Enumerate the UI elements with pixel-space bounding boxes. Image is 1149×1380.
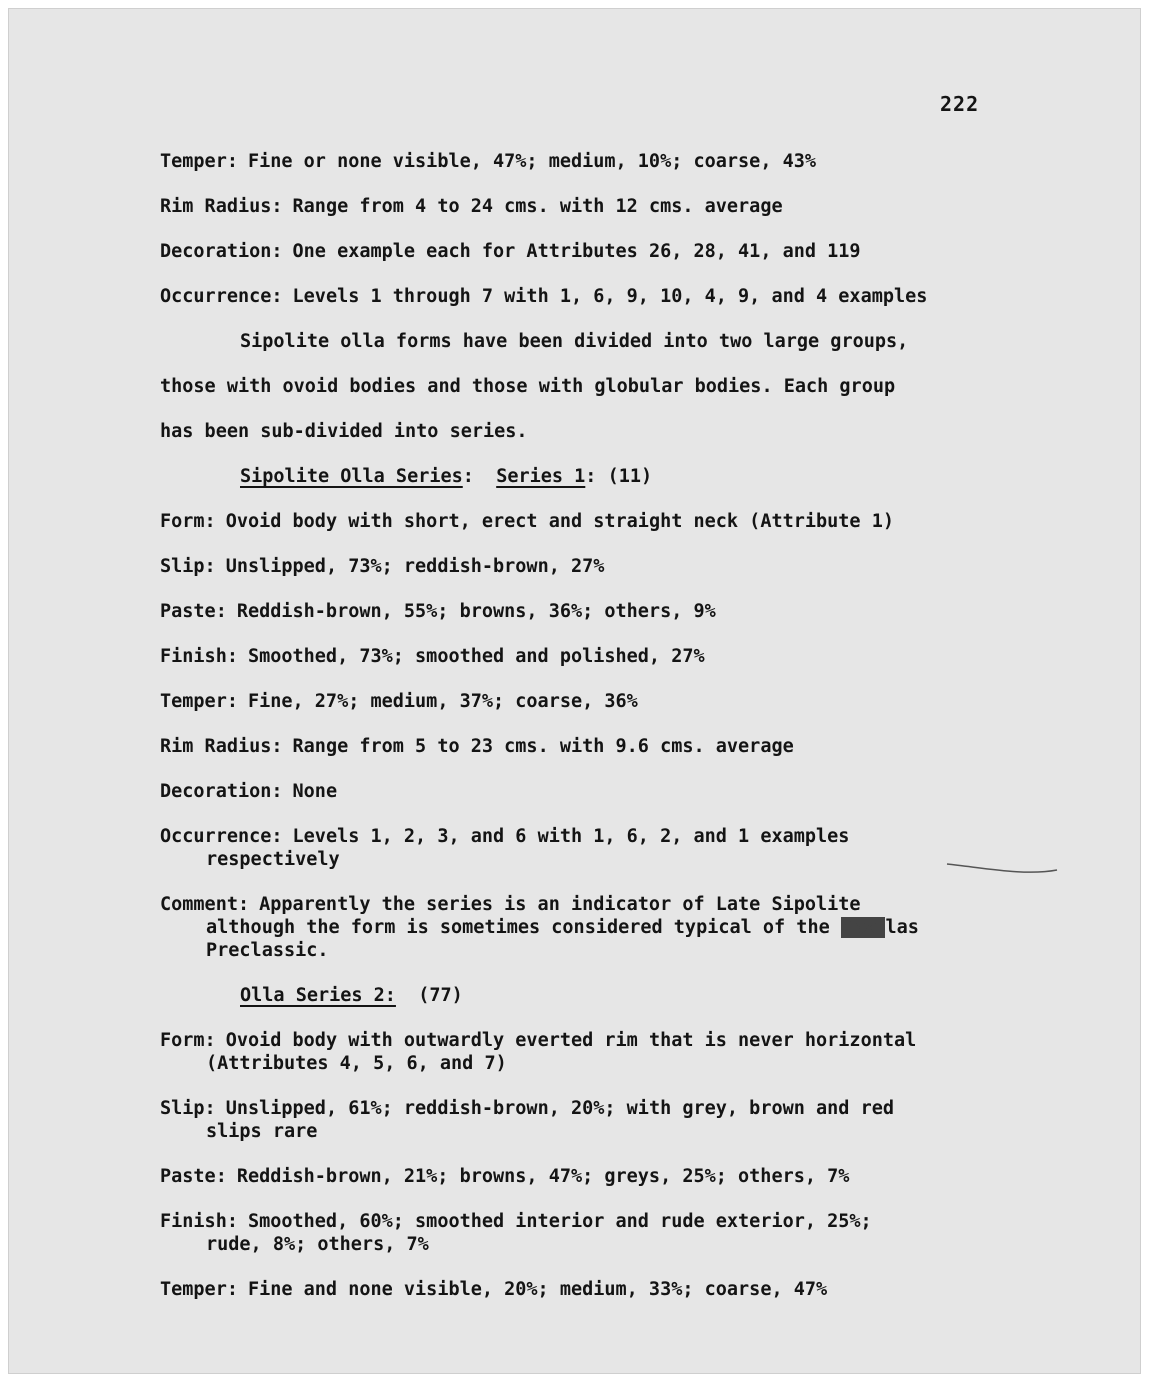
paragraph-line: those with ovoid bodies and those with globular bodies. Each group: [160, 376, 896, 397]
series-2-slip: [160, 1097, 970, 1143]
series-heading-title: Olla Series 2:: [240, 985, 396, 1006]
series-count: : (11): [585, 466, 653, 487]
entry-label: Temper:: [160, 151, 238, 172]
decoration-entry-prev: [160, 240, 970, 263]
comment-text-end: las: [885, 917, 919, 938]
series-1-temper: [160, 690, 970, 713]
entry-text: Apparently the series is an indicator of Late Sipolite: [259, 894, 861, 915]
entry-label: Paste:: [160, 601, 227, 622]
series-number: Series 1: [496, 466, 586, 487]
intro-paragraph: [160, 330, 970, 443]
occurrence-entry-prev: [160, 285, 970, 308]
entry-label: Comment:: [160, 894, 250, 915]
entry-label: Form:: [160, 1030, 216, 1051]
entry-label: Finish:: [160, 646, 238, 667]
paragraph-line: has been sub-divided into series.: [160, 421, 528, 442]
series-1-paste: [160, 600, 970, 623]
entry-text: Reddish-brown, 21%; browns, 47%; greys, 25%; others, 7%: [236, 1166, 850, 1187]
entry-label: Decoration:: [160, 241, 283, 262]
entry-text: Reddish-brown, 55%; browns, 36%; others, 9%: [236, 601, 716, 622]
pencil-stroke-mark: [945, 858, 1065, 888]
series-1-slip: [160, 555, 970, 578]
series-1-rim-radius: [160, 735, 970, 758]
entry-text: Fine, 27%; medium, 37%; coarse, 36%: [247, 691, 638, 712]
series-1-decoration: [160, 780, 970, 803]
entry-text: Levels 1, 2, 3, and 6 with 1, 6, 2, and 1 examples: [292, 826, 850, 847]
entry-text: Levels 1 through 7 with 1, 6, 9, 10, 4, 9, and 4 examples: [292, 286, 928, 307]
entry-label: Temper:: [160, 1279, 238, 1300]
series-1-finish: [160, 645, 970, 668]
series-1-occurrence: [160, 825, 970, 871]
entry-continuation: respectively: [206, 849, 340, 870]
series-2-form: [160, 1029, 970, 1075]
entry-continuation: rude, 8%; others, 7%: [206, 1234, 429, 1255]
entry-label: Rim Radius:: [160, 196, 283, 217]
entry-text: Range from 4 to 24 cms. with 12 cms. average: [292, 196, 783, 217]
heading-colon: :: [462, 466, 474, 487]
series-1-heading: [160, 465, 970, 488]
series-2-paste: [160, 1165, 970, 1188]
entry-text: One example each for Attributes 26, 28, 41, and 119: [292, 241, 861, 262]
entry-label: Paste:: [160, 1166, 227, 1187]
entry-text: Fine and none visible, 20%; medium, 33%; coarse, 47%: [247, 1279, 828, 1300]
entry-text: Ovoid body with outwardly everted rim that is never horizontal: [225, 1030, 917, 1051]
rim-radius-entry-prev: [160, 195, 970, 218]
page-number: 222: [940, 92, 980, 116]
series-2-heading: [160, 984, 970, 1007]
entry-text: Range from 5 to 23 cms. with 9.6 cms. average: [292, 736, 794, 757]
entry-label: Slip:: [160, 556, 216, 577]
series-heading-title: Sipolite Olla Series: [240, 466, 463, 487]
entry-text: Smoothed, 60%; smoothed interior and rude exterior, 25%;: [247, 1211, 872, 1232]
series-1-form: [160, 510, 970, 533]
entry-label: Form:: [160, 511, 216, 532]
entry-label: Temper:: [160, 691, 238, 712]
entry-continuation: (Attributes 4, 5, 6, and 7): [206, 1053, 507, 1074]
series-1-comment: [160, 893, 970, 962]
entry-text: Unslipped, 61%; reddish-brown, 20%; with grey, brown and red: [225, 1098, 894, 1119]
paragraph-line: Sipolite olla forms have been divided into two large groups,: [240, 331, 909, 352]
series-2-finish: [160, 1210, 970, 1256]
comment-text: although the form is sometimes considered typical of the: [206, 917, 841, 938]
entry-label: Occurrence:: [160, 286, 283, 307]
entry-continuation: [160, 916, 970, 939]
entry-continuation: Preclassic.: [206, 940, 329, 961]
entry-text: Smoothed, 73%; smoothed and polished, 27%: [247, 646, 705, 667]
entry-label: Decoration:: [160, 781, 283, 802]
temper-entry-prev: [160, 150, 970, 173]
entry-label: Occurrence:: [160, 826, 283, 847]
entry-text: Unslipped, 73%; reddish-brown, 27%: [225, 556, 605, 577]
entry-text: Ovoid body with short, erect and straight neck (Attribute 1): [225, 511, 894, 532]
entry-text: None: [292, 781, 338, 802]
entry-label: Finish:: [160, 1211, 238, 1232]
entry-label: Slip:: [160, 1098, 216, 1119]
series-count: (77): [418, 985, 463, 1006]
entry-continuation: slips rare: [206, 1121, 318, 1142]
entry-text: Fine or none visible, 47%; medium, 10%; coarse, 43%: [247, 151, 817, 172]
struck-out-text: Exxx: [840, 917, 886, 938]
page-body: [160, 150, 970, 1323]
series-2-temper: [160, 1278, 970, 1301]
entry-label: Rim Radius:: [160, 736, 283, 757]
